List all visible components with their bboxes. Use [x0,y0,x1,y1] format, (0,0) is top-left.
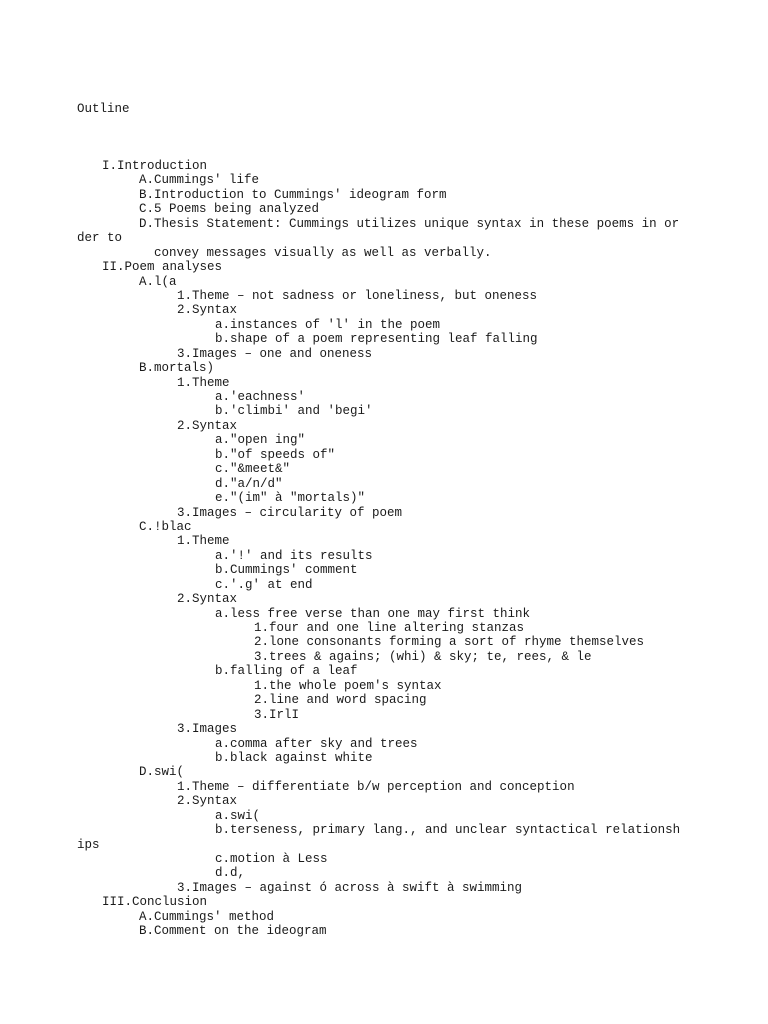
outline-line: b.black against white [215,750,373,765]
outline-line: 1.Theme [177,534,230,549]
outline-line: C.5 Poems being analyzed [139,202,320,217]
outline-line: I.Introduction [102,159,208,173]
outline-line: D.swi( [139,765,185,780]
outline-line: c.'.g' at end [215,577,313,592]
outline-line: convey messages visually as well as verbally. [154,245,492,260]
outline-line: 1.Theme – differentiate b/w perception and conception [177,779,575,794]
outline-line: 2.Syntax [177,303,238,318]
outline-line: 2.Syntax [177,794,238,809]
outline-line: a."open ing" [215,433,306,448]
outline-line: B.mortals) [139,361,215,376]
outline-line: A.Cummings' life [139,173,260,188]
outline-line: 1.the whole poem's syntax [254,678,442,693]
outline-line: 1.four and one line altering stanzas [254,621,525,635]
outline-line: d.d, [215,866,246,881]
outline-line: 3.trees & agains; (whi) & sky; te, rees, & le [254,649,592,664]
outline-line: der to [77,231,123,246]
outline-line: 2.lone consonants forming a sort of rhyme themselves [254,635,645,650]
outline-line: A.l(a [139,274,177,289]
outline-line: 3.Images – against ó across à swift à swimming [177,880,523,895]
outline-line: B.Introduction to Cummings' ideogram form [139,187,447,202]
outline-line: b.Cummings' comment [215,563,358,578]
outline-line: a.comma after sky and trees [215,736,418,751]
outline-line: 1.Theme [177,375,230,390]
outline-line: 3.Images [177,722,238,737]
outline-list [77,159,697,939]
outline-line: A.Cummings' method [139,909,275,924]
outline-line: a.'!' and its results [215,548,373,563]
outline-line: B.Comment on the ideogram [139,924,327,939]
outline-line: c.motion à Less [215,852,328,866]
outline-line: 2.line and word spacing [254,693,427,708]
outline-line: II.Poem analyses [102,260,223,275]
document-title: Outline [77,102,130,116]
outline-line: III.Conclusion [102,895,208,910]
outline-line: a.swi( [215,808,261,823]
outline-line: b.'climbi' and 'begi' [215,404,373,419]
outline-line: c."&meet&" [215,462,291,477]
outline-line: 2.Syntax [177,592,238,607]
outline-line: D.Thesis Statement: Cummings utilizes unique syntax in these poems in or [139,216,680,231]
outline-line: e."(im" à "mortals)" [215,491,366,506]
outline-line: ips [77,837,100,852]
outline-line: b.shape of a poem representing leaf falling [215,332,538,347]
outline-line: a.less free verse than one may first think [215,606,531,621]
outline-line: 1.Theme – not sadness or loneliness, but oneness [177,288,538,303]
outline-line: b.terseness, primary lang., and unclear syntactical relationsh [215,823,681,838]
outline-line: C.!blac [139,519,192,534]
outline-line: d."a/n/d" [215,476,283,491]
outline-line: 3.Images – one and oneness [177,346,373,361]
outline-line: 2.Syntax [177,418,238,433]
outline-line: 3.Images – circularity of poem [177,505,403,520]
outline-line: 3.IrlI [254,707,300,722]
outline-line: b."of speeds of" [215,447,336,462]
outline-line: a.instances of 'l' in the poem [215,317,441,332]
outline-line: b.falling of a leaf [215,664,358,679]
outline-line: a.'eachness' [215,390,306,404]
